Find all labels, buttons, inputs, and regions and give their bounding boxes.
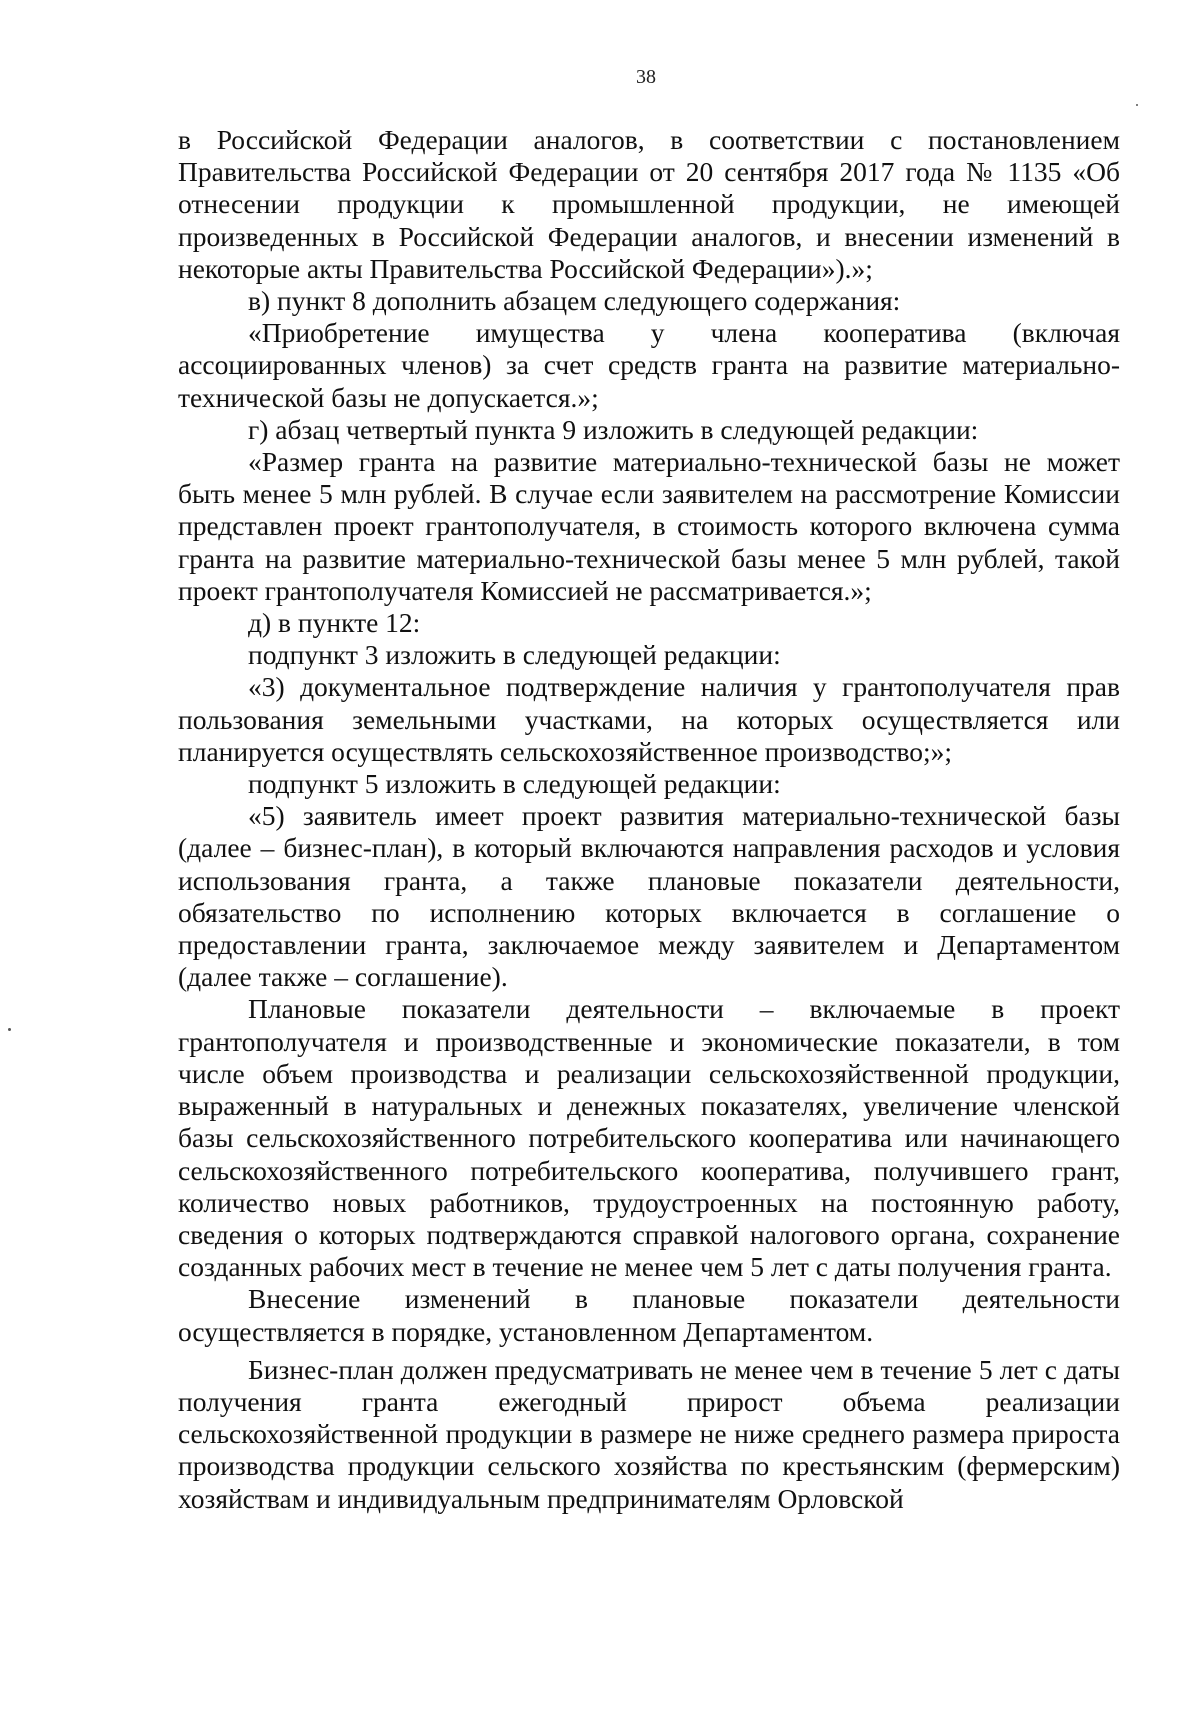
scan-speck — [8, 1028, 11, 1031]
paragraph-3: «Приобретение имущества у члена кооператива (включая ассоциированных членов) за счет средств гранта на развитие материально-технической базы не допускается.»; — [178, 317, 1120, 413]
page-number: 38 — [636, 66, 656, 88]
paragraph-9: подпункт 5 изложить в следующей редакции: — [248, 768, 781, 800]
document-body — [178, 124, 1120, 1515]
paragraph-13: Бизнес-план должен предусматривать не менее чем в течение 5 лет с даты получения гранта ежегодный прирост объема реализации сельскохозяйственной продукции в размере не ниже среднего размера прироста производства продукции сельского хозяйства по крестьянским (фермерским) хозяйствам и индивидуальным предпринимателям Орловской — [178, 1353, 1120, 1514]
paragraph-1: в Российской Федерации аналогов, в соответствии с постановлением Правительства Российской Федерации от 20 сентября 2017 года № 1135 «Об отнесении продукции к промышленной продукции, не имеющей произведенных в Российской Федерации аналогов, и внесении изменений в некоторые акты Правительства Российской Федерации»).»; — [178, 124, 1120, 284]
paragraph-8: «3) документальное подтверждение наличия у грантополучателя прав пользования земельными участками, на которых осуществляется или планируется осуществлять сельскохозяйственное производство;»; — [178, 671, 1120, 767]
scan-speck — [1136, 104, 1138, 106]
paragraph-12: Внесение изменений в плановые показатели деятельности осуществляется в порядке, установленном Департаментом. — [178, 1283, 1120, 1347]
paragraph-6: д) в пункте 12: — [248, 607, 421, 639]
paragraph-4: г) абзац четвертый пункта 9 изложить в следующей редакции: — [248, 413, 979, 445]
paragraph-2: в) пункт 8 дополнить абзацем следующего содержания: — [248, 285, 901, 317]
paragraph-10: «5) заявитель имеет проект развития материально-технической базы (далее – бизнес-план), в который включаются направления расходов и условия использования гранта, а также плановые показатели деятельности, обязательство по исполнению которых включается в соглашение о предоставлении гранта, заключаемое между заявителем и Департаментом (далее также – соглашение). — [178, 800, 1120, 993]
paragraph-5: «Размер гранта на развитие материально-технической базы не может быть менее 5 млн рублей. В случае если заявителем на рассмотрение Комиссии представлен проект грантополучателя, в стоимость которого включена сумма гранта на развитие материально-технической базы менее 5 млн рублей, такой проект грантополучателя Комиссией не рассматривается.»; — [178, 446, 1120, 606]
paragraph-7: подпункт 3 изложить в следующей редакции: — [248, 639, 781, 671]
paragraph-11: Плановые показатели деятельности – включаемые в проект грантополучателя и производственные и экономические показатели, в том числе объем производства и реализации сельскохозяйственной продукции, выраженный в натуральных и денежных показателях, увеличение членской базы сельскохозяйственного потребительского кооператива или начинающего сельскохозяйственного потребительского кооператива, получившего грант, количество новых работников, трудоустроенных на постоянную работу, сведения о которых подтверждаются справкой налогового органа, сохранение созданных рабочих мест в течение не менее чем 5 лет с даты получения гранта. — [178, 993, 1120, 1283]
